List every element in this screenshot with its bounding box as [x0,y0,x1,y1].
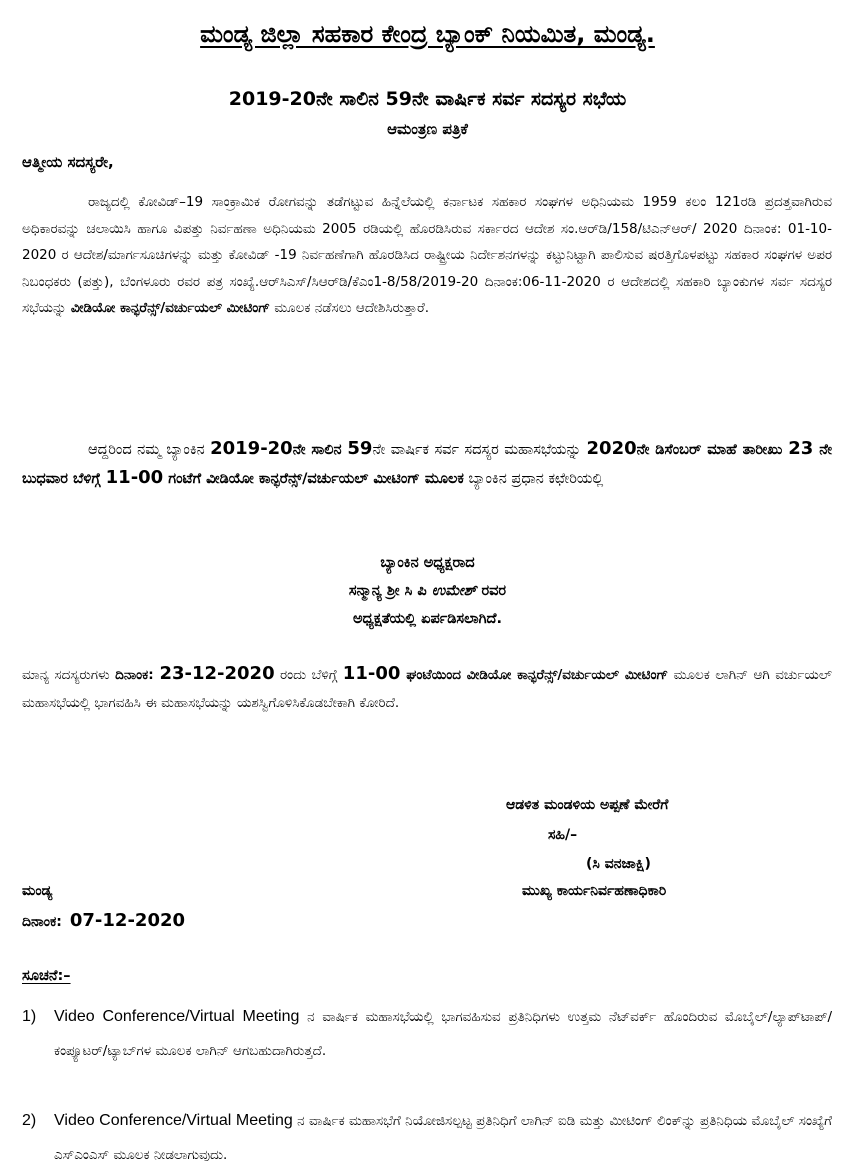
note-video-conference: Video Conference/Virtual Meeting [54,1112,293,1129]
paragraph2-month-text: ನೇ ಡಿಸೆಂಬರ್ ಮಾಹೆ ತಾರೀಖು [636,442,789,458]
chair-line3: ಅಧ್ಯಕ್ಷತೆಯಲ್ಲಿ ಏರ್ಪಡಿಸಲಾಗಿದೆ. [352,611,503,627]
paragraph2-time-text: ಗಂಟೆಗೆ ವೀಡಿಯೋ ಕಾನ್ಫರೆನ್ಸ್/ವರ್ಚುಯಲ್ ಮೀಟಿಂಗ್ ಮೂಲಕ [163,471,464,487]
signature-signed: ಸಹಿ/– [548,827,578,843]
paragraph3-lead: ಮಾನ್ಯ ಸದಸ್ಯರುಗಳು [22,667,116,683]
signature-authority: ಆಡಳಿತ ಮಂಡಳಿಯ ಅಪ್ಪಣೆ ಮೇರೆಗೆ [506,797,669,813]
meeting-title [0,88,855,110]
salutation: ಆತ್ಮೀಯ ಸದಸ್ಯರೇ, [22,153,114,171]
paragraph2-day-text: ನೇ ಬುಧವಾರ ಬೆಳಿಗ್ಗೆ [22,442,833,487]
meeting-title-rest: ನೇ ವಾರ್ಷಿಕ ಸರ್ವ ಸದಸ್ಯರ ಸಭೆಯ [411,88,627,110]
paragraph2-year2: 2020 [586,438,637,459]
invitation-title: ಆಮಂತ್ರಣ ಪತ್ರಿಕೆ [387,120,468,138]
note-number: 2) [22,1112,37,1129]
chairperson-block [0,549,855,633]
note-video-conference: Video Conference/Virtual Meeting [54,1008,300,1025]
paragraph2-number-suffix: ನೇ ವಾರ್ಷಿಕ ಸರ್ವ ಸದಸ್ಯರ ಮಹಾಸಭೆಯನ್ನು [372,442,587,458]
paragraph1-video-conference: ವೀಡಿಯೋ ಕಾನ್ಫರೆನ್ಸ್/ವರ್ಚುಯಲ್ ಮೀಟಿಂಗ್ [70,300,270,316]
note-text: ನ ವಾರ್ಷಿಕ ಮಹಾಸಭೆಯಲ್ಲಿ ಭಾಗವಹಿಸುವ ಪ್ರತಿನಿಧಿಗಳು ಉತ್ತಮ ನೆಟ್‌ವರ್ಕ್ ಹೊಂದಿರುವ ಮೊಬೈಲ್/ಲ್ಯಾಪ್‌ಟಾಪ್/ಕಂಪ್ಯೂಟರ್/ಟ್ಯಾಬ್‌ಗಳ ಮೂಲಕ ಲಾಗಿನ್ ಆಗಬಹುದಾಗಿರುತ್ತದೆ. [54,1009,833,1059]
paragraph-meeting-schedule [22,435,832,493]
notes-title: ಸೂಚನೆ:– [22,968,71,984]
meeting-year-suffix: ನೇ ಸಾಲಿನ [315,88,386,110]
meeting-year: 2019-20 [228,88,316,110]
issue-date-value: 07-12-2020 [69,910,186,931]
bank-name-heading: ಮಂಡ್ಯ ಜಿಲ್ಲಾ ಸಹಕಾರ ಕೇಂದ್ರ ಬ್ಯಾಂಕ್ ನಿಯಮಿತ, ಮಂಡ್ಯ. [200,20,655,48]
note-item [22,1000,832,1068]
paragraph3-date: 23-12-2020 [159,663,275,684]
paragraph2-year-suffix: ನೇ ಸಾಲಿನ [292,442,348,458]
paragraph3-date-label: ದಿನಾಂಕ: [115,667,160,683]
issue-date-label: ದಿನಾಂಕ: [22,914,62,930]
chair-line1: ಬ್ಯಾಂಕಿನ ಅಧ್ಯಕ್ಷರಾದ [380,555,475,571]
paragraph3-time-text: ಘಂಟೆಯಿಂದ ವೀಡಿಯೋ ಕಾನ್ಫರೆನ್ಸ್/ವರ್ಚುಯಲ್ ಮೀಟಿಂಗ್ [400,667,669,683]
note-number: 1) [22,1008,37,1025]
signatory-designation: ಮುಖ್ಯ ಕಾರ್ಯನಿರ್ವಹಣಾಧಿಕಾರಿ [522,883,667,899]
paragraph2-year: 2019-20 [210,438,293,459]
paragraph2-time: 11-00 [105,467,164,488]
paragraph2-lead: ಆದ್ದರಿಂದ ನಮ್ಮ ಬ್ಯಾಂಕಿನ [88,442,211,458]
note-item [22,1104,832,1172]
meeting-number: 59 [385,88,412,110]
paragraph1-text-b: ಮೂಲಕ ನಡೆಸಲು ಆದೇಶಿಸಿರುತ್ತಾರೆ. [269,300,430,316]
note-text: ನ ವಾರ್ಷಿಕ ಮಹಾಸಭೆಗೆ ನಿಯೋಜಿಸಲ್ಪಟ್ಟ ಪ್ರತಿನಿಧಿಗೆ ಲಾಗಿನ್ ಐಡಿ ಮತ್ತು ಮೀಟಿಂಗ್ ಲಿಂಕ್‌ನ್ನು ಪ್ರತಿನಿಧಿಯ ಮೊಬೈಲ್ ಸಂಖ್ಯೆಗೆ ಎಸ್‌ಎಂಎಸ್ ಮೂಲಕ ನೀಡಲಾಗುವುದು. [54,1113,833,1163]
place-name: ಮಂಡ್ಯ [22,883,53,899]
paragraph2-number: 59 [347,438,373,459]
chair-line2 [0,577,855,605]
paragraph2-tail: ಬ್ಯಾಂಕಿನ ಪ್ರಧಾನ ಕಛೇರಿಯಲ್ಲಿ [463,471,604,487]
paragraph3-tail: ಮೂಲಕ ಲಾಗಿನ್ ಆಗಿ ವರ್ಚುಯಲ್ ಮಹಾಸಭೆಯಲ್ಲಿ ಭಾಗವಹಿಸಿ ಈ ಮಹಾಸಭೆಯನ್ನು ಯಶಸ್ವಿಗೊಳಿಸಿಕೊಡಬೇಕಾಗಿ ಕೋರಿದೆ. [22,667,832,711]
paragraph3-time: 11-00 [342,663,401,684]
paragraph1-text-a: ರಾಜ್ಯದಲ್ಲಿ ಕೋವಿಡ್–19 ಸಾಂಕ್ರಾಮಿಕ ರೋಗವನ್ನು ತಡೆಗಟ್ಟುವ ಹಿನ್ನೆಲೆಯಲ್ಲಿ ಕರ್ನಾಟಕ ಸಹಕಾರ ಸಂಘಗಳ ಅಧಿನಿಯಮ 1959 ಕಲಂ 121ರಡಿ ಪ್ರದತ್ತವಾಗಿರುವ ಅಧಿಕಾರವನ್ನು ಚಲಾಯಿಸಿ ಹಾಗೂ ವಿಪತ್ತು ನಿರ್ವಹಣಾ ಅಧಿನಿಯಮ 2005 ರಡಿಯಲ್ಲಿ ಹೊರಡಿಸಿರುವ ಸರ್ಕಾರದ ಆದೇಶ ಸಂ.ಆರ್‌ಡಿ/158/ಟಿಎನ್‌ಆರ್/ 2020 ದಿನಾಂಕ: 01-10-2020 ರ ಆದೇಶ/ಮಾರ್ಗಸೂಚಿಗಳನ್ನು ಮತ್ತು ಕೋವಿಡ್ -19 ನಿರ್ವಹಣೆಗಾಗಿ ಹೊರಡಿಸಿದ ರಾಷ್ಟ್ರೀಯ ನಿರ್ದೇಶನಗಳನ್ನು ಕಟ್ಟುನಿಟ್ಟಾಗಿ ಪಾಲಿಸುವ ಷರತ್ತಿಗೊಳಪಟ್ಟು ಸಹಕಾರ ಸಂಘಗಳ ಅಪರ ನಿಬಂಧಕರು (ಪತ್ತು), ಬೆಂಗಳೂರು ರವರ ಪತ್ರ ಸಂಖ್ಯೆ.ಆರ್‌ಸಿಎಸ್/ಸಿಆರ್‌ಡಿ/ಕೆಎಂ1-8/58/2019-20 ದಿನಾಂಕ:06-11-2020 ರ ಆದೇಶದಲ್ಲಿ ಸಹಕಾರಿ ಬ್ಯಾಂಕುಗಳ ಸರ್ವ ಸದಸ್ಯರ ಸಭೆಯನ್ನು [22,194,832,316]
chair-line2-suffix: ರವರ [476,583,507,599]
paragraph-request [22,660,832,717]
paragraph2-day: 23 [788,438,814,459]
paragraph3-mid: ರಂದು ಬೆಳಿಗ್ಗೆ [274,667,343,683]
paragraph-order-details [22,189,832,322]
issue-date [22,910,185,931]
signatory-name: (ಸಿ ವನಜಾಕ್ಷಿ) [586,856,651,872]
chair-line2-prefix: ಸನ್ಮಾನ್ಯ ಶ್ರೀ ಸಿ ಪಿ [348,583,432,599]
chair-name: ಉಮೇಶ್ [431,583,477,599]
